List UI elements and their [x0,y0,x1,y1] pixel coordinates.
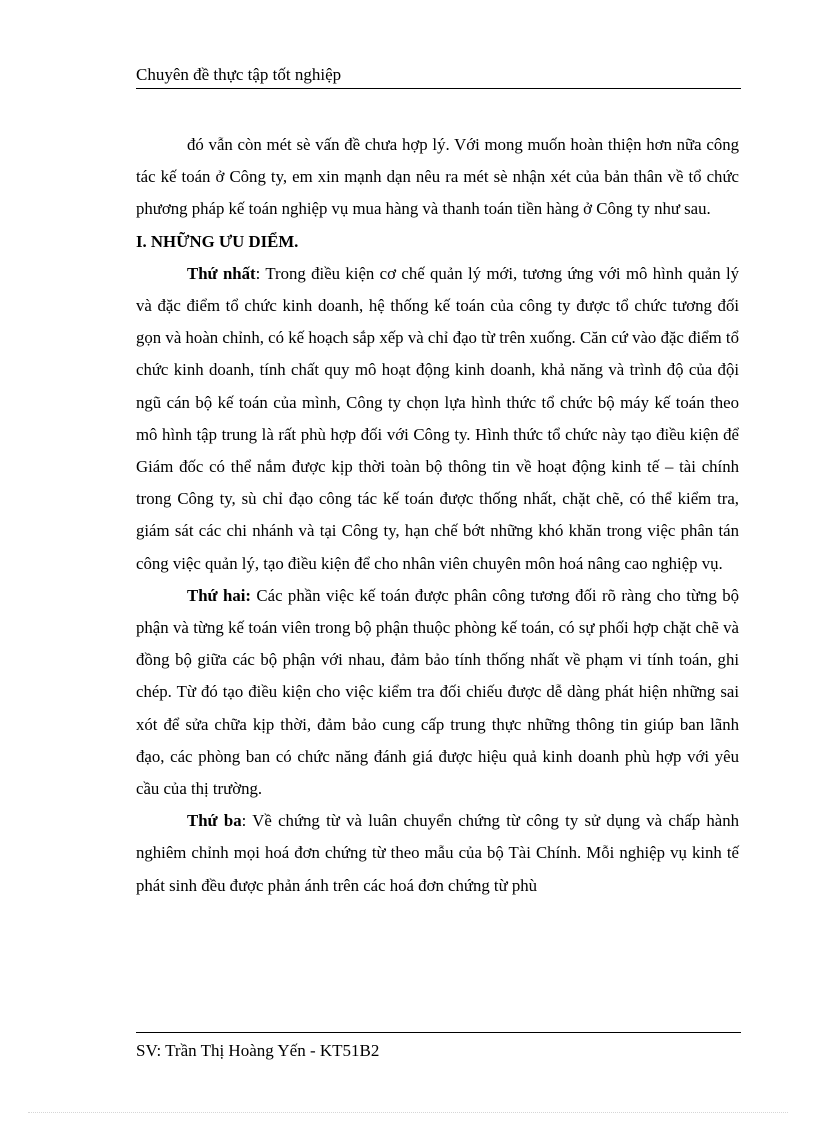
document-body [136,129,739,902]
footer-divider [136,1032,741,1033]
paragraph-lead: Thứ hai: [187,585,251,605]
paragraph-first [136,258,739,580]
page-edge-divider [28,1112,788,1113]
paragraph-text: : Về chứng từ và luân chuyển chứng từ công ty sử dụng và chấp hành nghiêm chỉnh mọi hoá đơn chứng từ theo mẫu của bộ Tài Chính. Mỗi nghiệp vụ kinh tế phát sinh đều được phản ánh trên các hoá đơn chứng từ phù [136,811,739,895]
section-heading: I. NHỮNG ƯU DIỂM. [136,231,299,251]
intro-paragraph: đó vẫn còn mét sè vấn đề chưa hợp lý. Với mong muốn hoàn thiện hơn nữa công tác kế toán ở Công ty, em xin mạnh dạn nêu ra mét sè nhận xét của bản thân về tổ chức phương pháp kế toán nghiệp vụ mua hàng và thanh toán tiền hàng ở Công ty như sau. [136,135,739,219]
paragraph-lead: Thứ nhất [187,263,256,283]
page-header: Chuyên đề thực tập tốt nghiệp [136,64,741,89]
page-footer: SV: Trần Thị Hoàng Yến - KT51B2 [136,1041,380,1060]
paragraph-lead: Thứ ba [187,811,242,831]
paragraph-third [136,805,739,902]
paragraph-text: : Trong điều kiện cơ chế quản lý mới, tương ứng với mô hình quản lý và đặc điểm tổ chức kinh doanh, hệ thống kế toán của công ty được tổ chức tương đối gọn và hoàn chỉnh, có kế hoạch sắp xếp và chỉ đạo từ trên xuống. Căn cứ vào đặc điểm tổ chức kinh doanh, tính chất quy mô hoạt động kinh doanh, khả năng và trình độ của đội ngũ cán bộ kế toán của mình, Công ty chọn lựa hình thức tổ chức bộ máy kế toán theo mô hình tập trung là rất phù hợp đối với Công ty. Hình thức tổ chức này tạo điều kiện để Giám đốc có thể nắm được kịp thời toàn bộ thông tin về hoạt động kinh tế – tài chính trong Công ty, sù chỉ đạo công tác kế toán được thống nhất, chặt chẽ, có thể kiểm tra, giám sát các chi nhánh và tại Công ty, hạn chế bớt những khó khăn trong việc phân tán công việc quản lý, tạo điều kiện để cho nhân viên chuyên môn hoá nâng cao nghiệp vụ. [136,263,740,573]
paragraph-second [136,580,739,805]
paragraph-text: Các phần việc kế toán được phân công tương đối rõ ràng cho từng bộ phận và từng kế toán viên trong bộ phận thuộc phòng kế toán, có sự phối hợp chặt chẽ và đồng bộ giữa các bộ phận với nhau, đảm bảo tính thống nhất về phạm vi tính toán, ghi chép. Từ đó tạo điều kiện cho việc kiểm tra đối chiếu được dễ dàng phát hiện những sai xót để sửa chữa kịp thời, đảm bảo cung cấp trung thực những thông tin giúp ban lãnh đạo, các phòng ban có chức năng đánh giá được hiệu quả kinh doanh phù hợp với yêu cầu của thị trường. [136,585,739,799]
